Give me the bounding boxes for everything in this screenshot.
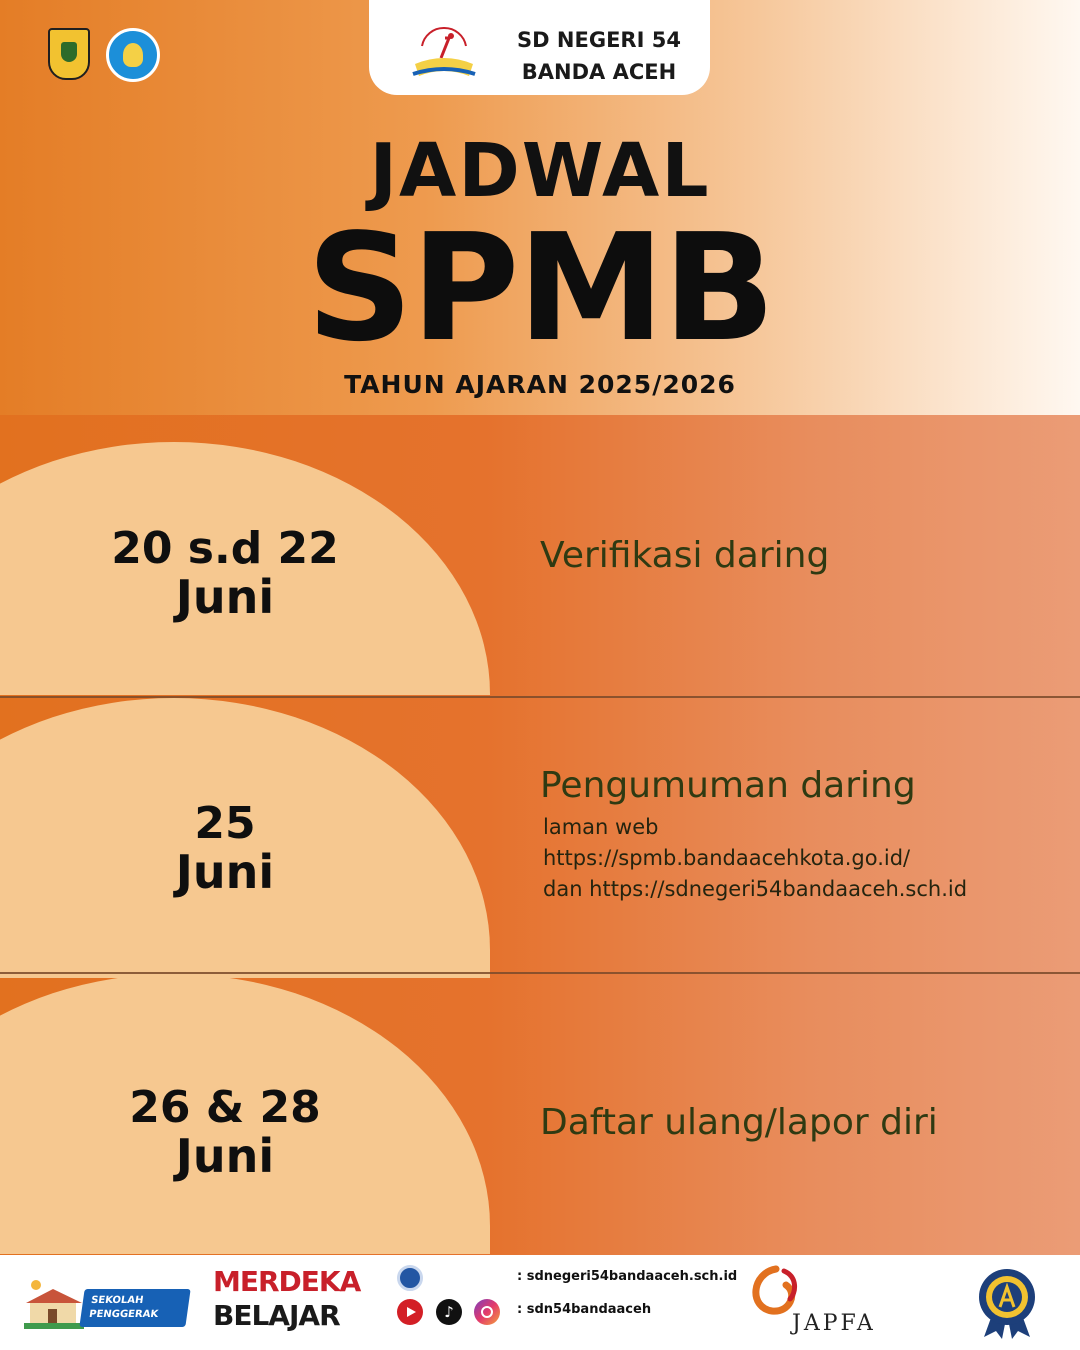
activity-label: Verifikasi daring: [540, 535, 830, 576]
youtube-icon[interactable]: [397, 1299, 423, 1325]
title-academic-year: TAHUN AJARAN 2025/2026: [344, 370, 736, 399]
date-days: 25: [194, 798, 256, 849]
school-building-icon: [24, 1271, 84, 1333]
sekolah-penggerak-logo: [24, 1271, 170, 1333]
merdeka-label: MERDEKA: [213, 1265, 361, 1298]
aceh-emblem-icon: [48, 28, 90, 80]
website-link[interactable]: : sdnegeri54bandaaceh.sch.id: [517, 1269, 738, 1284]
school-name-line1: SD NEGERI 54: [517, 28, 681, 52]
social-handle[interactable]: : sdn54bandaaceh: [517, 1302, 652, 1317]
sekolah-label: SEKOLAH: [90, 1295, 145, 1306]
website-icon[interactable]: [397, 1265, 423, 1291]
activity-label: Daftar ulang/lapor diri: [540, 1102, 938, 1143]
instagram-icon[interactable]: [474, 1299, 500, 1325]
activity-details: [543, 812, 967, 905]
date-days: 26 & 28: [129, 1082, 321, 1133]
title-spmb: SPMB: [306, 202, 774, 374]
title-jadwal: JADWAL: [369, 128, 711, 214]
date-month: Juni: [175, 570, 275, 624]
school-name: [509, 24, 689, 88]
schedule-date: [40, 1082, 410, 1183]
school-header-card: [369, 0, 710, 95]
tiktok-icon[interactable]: ♪: [436, 1299, 462, 1325]
merdeka-belajar-logo: [213, 1265, 361, 1333]
date-days: 20 s.d 22: [111, 523, 339, 574]
footer: [0, 1255, 1080, 1350]
schedule-section: [0, 415, 1080, 1255]
activity-detail-link[interactable]: dan https://sdnegeri54bandaaceh.sch.id: [543, 877, 968, 901]
belajar-label: BELAJAR: [213, 1299, 340, 1332]
schedule-row: [0, 698, 1080, 978]
tut-wuri-handayani-icon: [106, 28, 160, 82]
japfa-logo: [746, 1263, 886, 1341]
date-month: Juni: [175, 1129, 275, 1183]
schedule-row: [0, 974, 1080, 1254]
school-name-line2: BANDA ACEH: [521, 60, 677, 84]
schedule-date: [40, 523, 410, 624]
date-month: Juni: [175, 845, 275, 899]
activity-detail-link[interactable]: https://spmb.bandaacehkota.go.id/: [543, 846, 911, 870]
schedule-date: [40, 798, 410, 899]
accreditation-badge-icon: [974, 1267, 1040, 1339]
japfa-wordmark: JAPFA: [792, 1311, 876, 1336]
activity-detail-line: laman web: [543, 815, 659, 839]
school-emblem-icon: [411, 24, 477, 82]
activity-label: Pengumuman daring: [540, 765, 916, 806]
sekolah-penggerak-tag: [79, 1289, 190, 1327]
penggerak-label: PENGGERAK: [88, 1309, 159, 1320]
schedule-row: [0, 415, 1080, 695]
